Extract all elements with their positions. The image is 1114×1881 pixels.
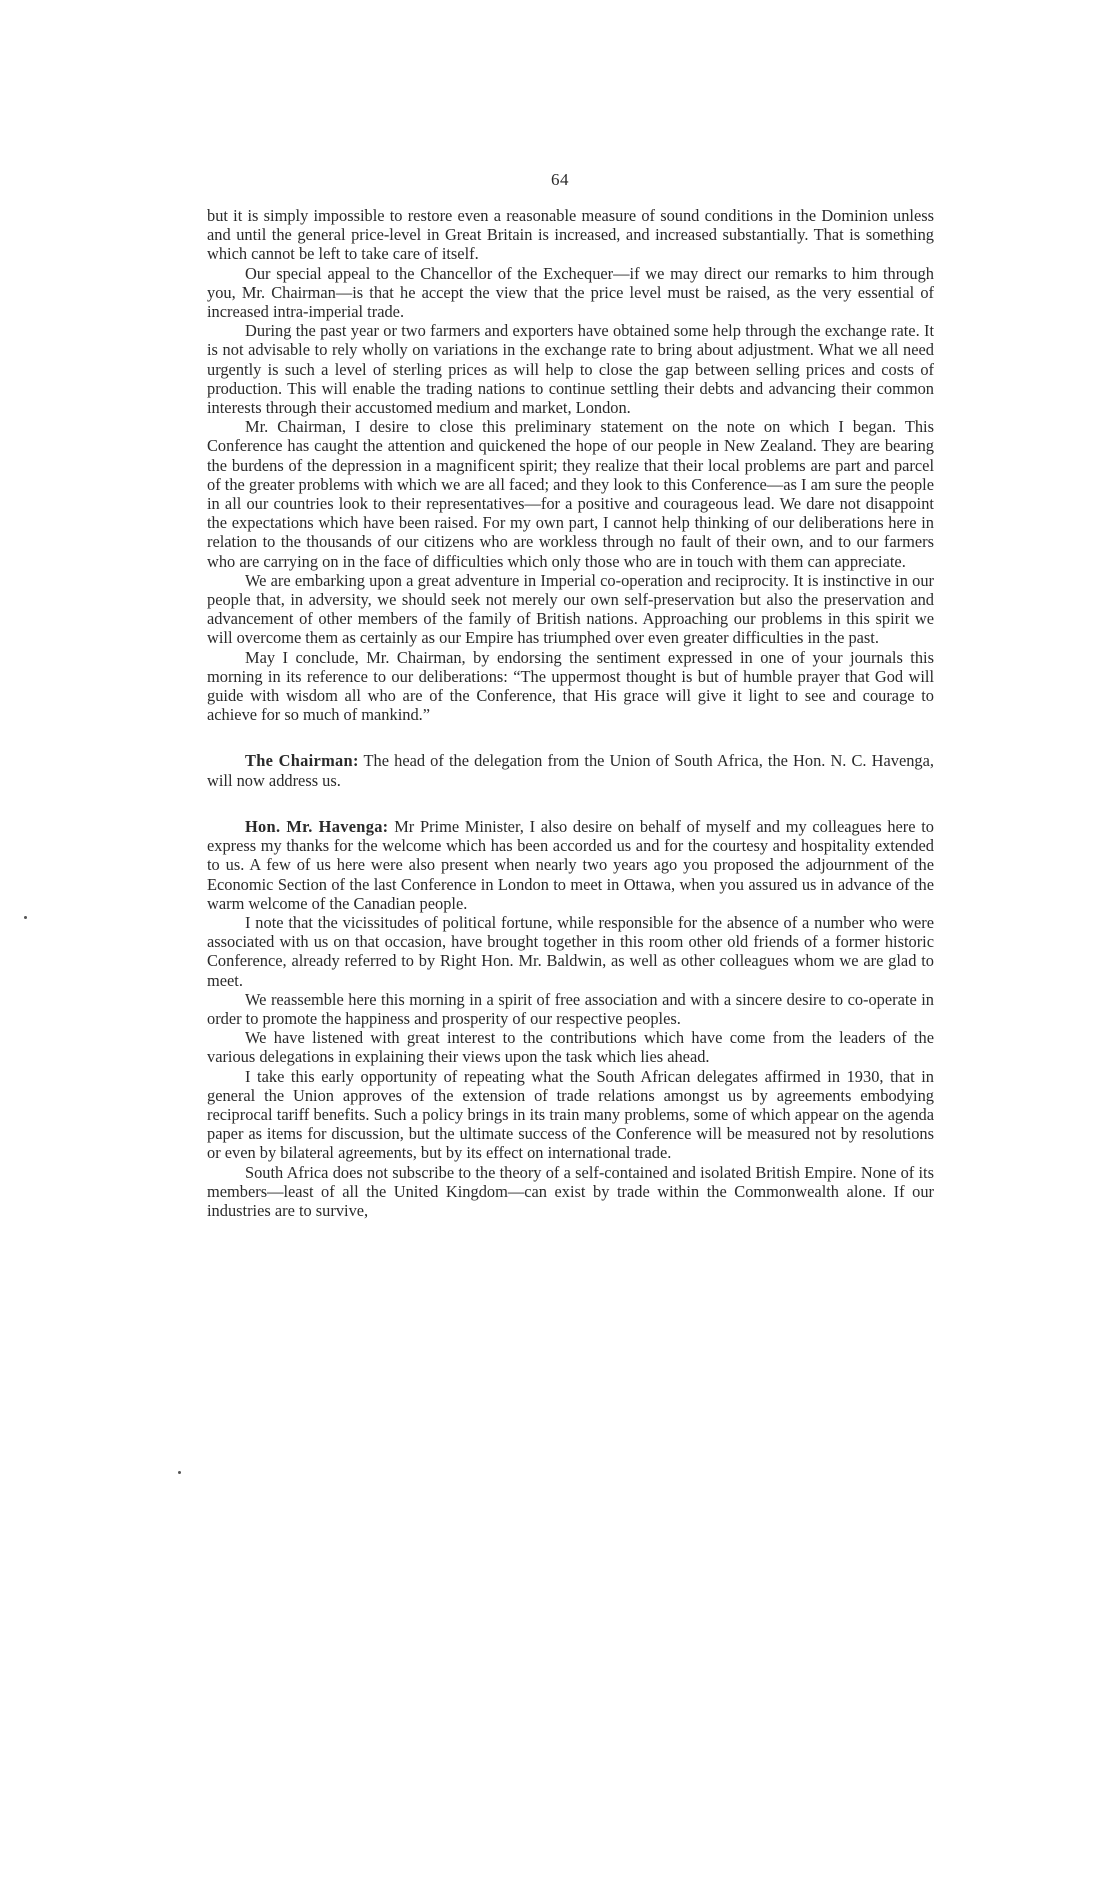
paragraph: We are embarking upon a great adventure in Imperial co-operation and reciprocity. It is instinctive in our people that, in adversity, we should seek not merely our own self-preservation but also the preservation and advancement of other members of the family of British nations. Approaching our problems in this spirit we will overcome them as certainly as our Empire has triumphed over even greater difficulties in the past. [207, 570, 934, 648]
speech-text: The head of the delegation from the Union of South Africa, the Hon. N. C. Havenga, will now address us. [207, 751, 934, 790]
paragraph: I take this early opportunity of repeating what the South African delegates affirmed in 1930, that in general the Union approves of the extension of trade relations amongst us by agreements embodying reciprocal tariff benefits. Such a policy brings in its train many problems, some of which appear on the agenda paper as items for discussion, but the ultimate success of the Conference will be measured not by resolutions or even by bilateral agreements, but by its effect on international trade. [207, 1066, 934, 1163]
paragraph: May I conclude, Mr. Chairman, by endorsing the sentiment expressed in one of your journals this morning in its reference to our deliberations: “The uppermost thought is but of humble prayer that God will guide with wisdom all who are of the Conference, that His grace will give it light to see and courage to achieve for so much of mankind.” [207, 647, 934, 725]
body-text [207, 206, 934, 1220]
speech-text: Mr Prime Minister, I also desire on behalf of myself and my colleagues here to express my thanks for the welcome which has been accorded us and for the courtesy and hospitality extended to us. A few of us here were also present when nearly two years ago you proposed the adjournment of the Economic Section of the last Conference in London to meet in Ottawa, when you assured us in advance of the warm welcome of the Canadian people. [207, 816, 935, 913]
paragraph: I note that the vicissitudes of political fortune, while responsible for the absence of a number who were associated with us on that occasion, have brought together in this room other old friends of a former historic Conference, already referred to by Right Hon. Mr. Baldwin, as well as other colleagues whom we are glad to meet. [207, 912, 934, 990]
speech-paragraph [207, 751, 934, 789]
paragraph: We reassemble here this morning in a spirit of free association and with a sincere desire to co-operate in order to promote the happiness and prosperity of our respective peoples. [207, 989, 934, 1028]
paragraph: Mr. Chairman, I desire to close this preliminary statement on the note on which I began. This Conference has caught the attention and quickened the hope of our people in New Zealand. They are bearing the burdens of the depression in a magnificent spirit; they realize that their local problems are part and parcel of the greater problems with which we are all faced; and they look to this Conference—as I am sure the people in all our countries look to their representatives—for a positive and courageous lead. We dare not disappoint the expectations which have been raised. For my own part, I cannot help thinking of our deliberations here in relation to the thousands of our citizens who are workless through no fault of their own, and to our farmers who are carrying on in the face of difficulties which only those who are in touch with them can appreciate. [207, 417, 934, 571]
paragraph: We have listened with great interest to the contributions which have come from the leaders of the various delegations in explaining their views upon the task which lies ahead. [207, 1028, 934, 1067]
paragraph: South Africa does not subscribe to the theory of a self-contained and isolated British Empire. None of its members—least of all the United Kingdom—can exist by trade within the Commonwealth alone. If our industries are to survive, [207, 1162, 934, 1220]
speaker-name: Hon. Mr. Havenga: [245, 816, 389, 836]
margin-mark [178, 1471, 181, 1474]
paragraph: Our special appeal to the Chancellor of the Exchequer—if we may direct our remarks to him through you, Mr. Chairman—is that he accept the view that the price level must be raised, as the very essential of increased intra-imperial trade. [207, 263, 934, 322]
paragraph: During the past year or two farmers and exporters have obtained some help through the exchange rate. It is not advisable to rely wholly on variations in the exchange rate to bring about adjustment. What we all need urgently is such a level of sterling prices as will help to close the gap between selling prices and costs of production. This will enable the trading nations to continue settling their debts and advancing their common interests through their accustomed medium and market, London. [207, 321, 934, 418]
speaker-name: The Chairman: [245, 751, 359, 771]
page-number: 64 [551, 170, 569, 189]
paragraph: but it is simply impossible to restore even a reasonable measure of sound conditions in the Dominion unless and until the general price-level in Great Britain is increased, and increased substantially. That is something which cannot be left to take care of itself. [207, 206, 934, 264]
margin-mark [24, 916, 27, 919]
speech-paragraph [207, 817, 934, 913]
